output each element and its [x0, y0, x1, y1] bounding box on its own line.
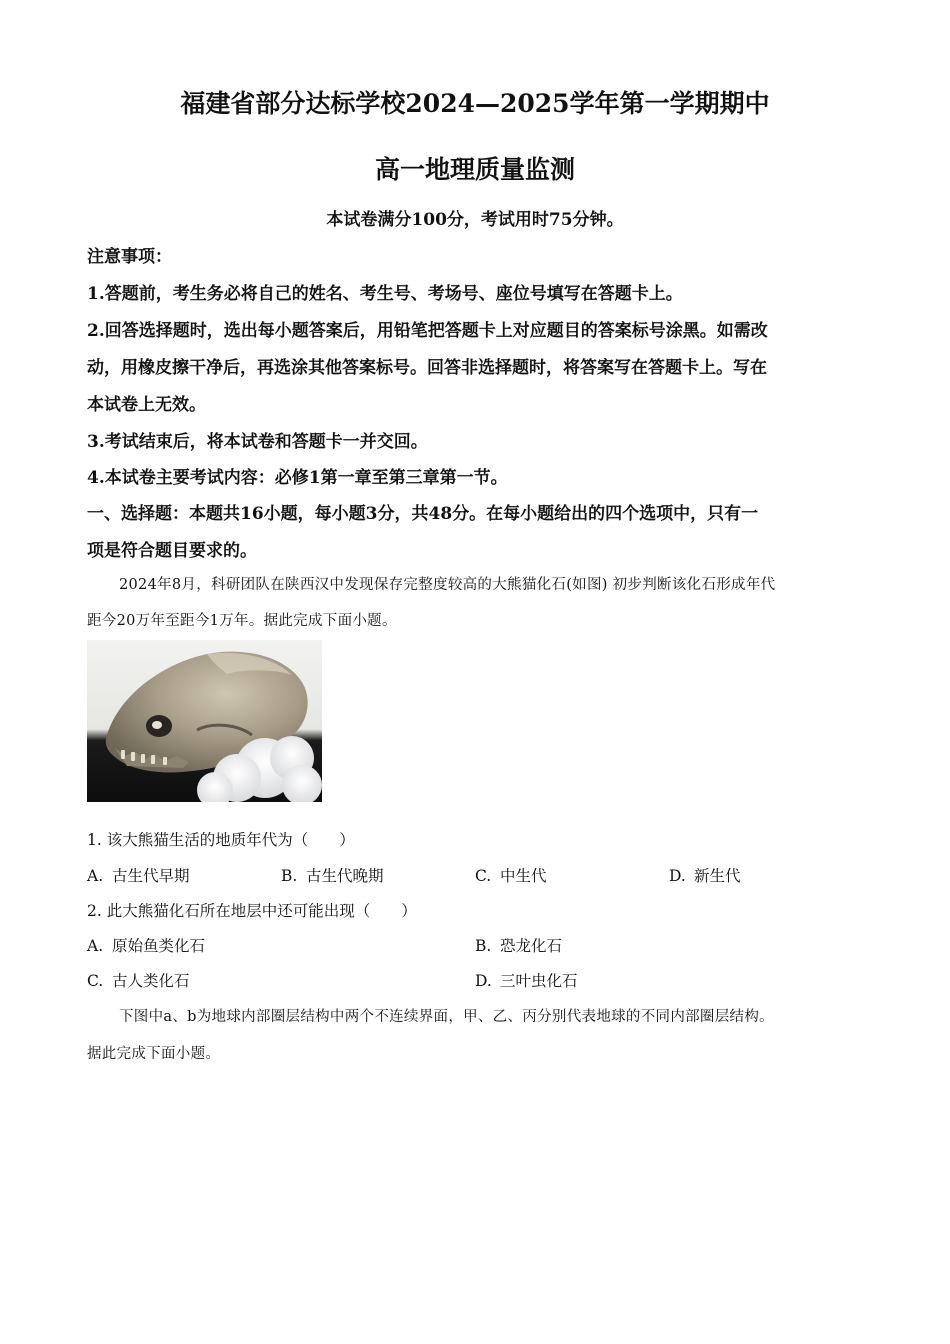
notice-item-2-line3: 本试卷上无效。 [87, 395, 206, 415]
question-2-option-d[interactable]: D. 三叶虫化石 [475, 972, 578, 990]
notice-item-2-line1: 2.回答选择题时，选出每小题答案后，用铅笔把答题卡上对应题目的答案标号涂黑。如需改 [87, 321, 768, 341]
question-1-option-a[interactable]: A. 古生代早期 [87, 867, 190, 885]
question-2-option-c[interactable]: C. 古人类化石 [87, 972, 190, 990]
passage1-line1: 2024年8月，科研团队在陕西汉中发现保存完整度较高的大熊猫化石(如图) 初步判断该化石形成年代 [119, 577, 776, 593]
notice-item-3: 3.考试结束后，将本试卷和答题卡一并交回。 [87, 432, 428, 452]
panda-fossil-photo [87, 640, 322, 802]
exam-title-line2: 高一地理质量监测 [374, 155, 575, 184]
notice-item-4: 4.本试卷主要考试内容：必修1第一章至第三章第一节。 [87, 468, 508, 488]
section1-instruction-line2: 项是符合题目要求的。 [87, 541, 257, 561]
question-1-option-b[interactable]: B. 古生代晚期 [281, 867, 384, 885]
notice-item-2-line2: 动，用橡皮擦干净后，再选涂其他答案标号。回答非选择题时，将答案写在答题卡上。写在 [87, 358, 767, 378]
question-2-option-a[interactable]: A. 原始鱼类化石 [87, 937, 205, 955]
question-2-stem: 2. 此大熊猫化石所在地层中还可能出现（ ） [87, 902, 417, 920]
notice-heading: 注意事项： [87, 247, 172, 267]
exam-title-line1: 福建省部分达标学校2024—2025学年第一学期期中 [180, 89, 770, 118]
exam-subtitle: 本试卷满分100分，考试用时75分钟。 [326, 210, 624, 230]
passage1-line2: 距今20万年至距今1万年。据此完成下面小题。 [87, 613, 397, 629]
question-1-option-c[interactable]: C. 中生代 [475, 867, 547, 885]
question-1-option-d[interactable]: D. 新生代 [669, 867, 741, 885]
passage2-line2: 据此完成下面小题。 [87, 1046, 221, 1062]
question-2-option-b[interactable]: B. 恐龙化石 [475, 937, 562, 955]
passage2-line1: 下图中a、b为地球内部圈层结构中两个不连续界面，甲、乙、丙分别代表地球的不同内部圈层结构。 [119, 1009, 774, 1025]
section1-instruction-line1: 一、选择题：本题共16小题，每小题3分，共48分。在每小题给出的四个选项中，只有一 [87, 504, 759, 524]
notice-item-1: 1.答题前，考生务必将自己的姓名、考生号、考场号、座位号填写在答题卡上。 [87, 284, 683, 304]
panda-skull-fossil-icon [87, 640, 322, 802]
question-1-stem: 1. 该大熊猫生活的地质年代为（ ） [87, 831, 355, 849]
